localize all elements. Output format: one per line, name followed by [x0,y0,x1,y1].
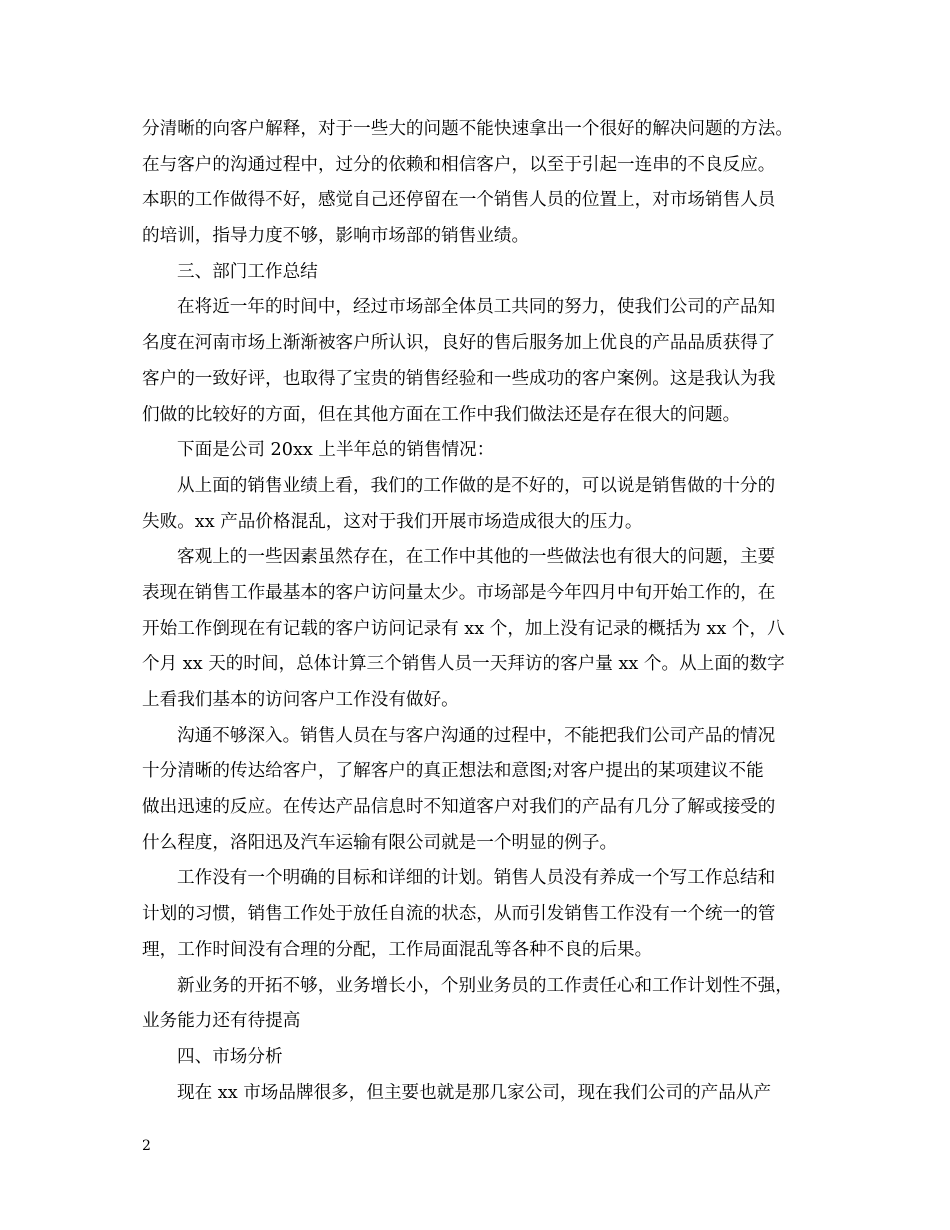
text-line: 十分清晰的传达给客户，了解客户的真正想法和意图;对客户提出的某项建议不能 [142,761,764,782]
text-line: 业务能力还有待提高 [142,1011,301,1032]
text-line: 上看我们基本的访问客户工作没有做好。 [142,690,459,710]
text-line: 名度在河南市场上渐渐被客户所认识，良好的售后服务加上优良的产品品质获得了 [142,333,776,354]
section-heading: 四、市场分析 [177,1046,283,1067]
text-line: 在与客户的沟通过程中，过分的依赖和相信客户，以至于引起一连串的不良反应。 [142,154,776,175]
text-line: 现在 xx 市场品牌很多，但主要也就是那几家公司，现在我们公司的产品从产 [177,1082,772,1103]
text-line: 什么程度，洛阳迅及汽车运输有限公司就是一个明显的例子。 [142,832,618,853]
text-line: 新业务的开拓不够，业务增长小，个别业务员的工作责任心和工作计划性不强， [177,975,793,996]
text-line: 做出迅速的反应。在传达产品信息时不知道客户对我们的产品有几分了解或接受的 [142,797,776,818]
text-line: 表现在销售工作最基本的客户访问量太少。市场部是今年四月中旬开始工作的，在 [142,582,776,603]
text-line: 理，工作时间没有合理的分配，工作局面混乱等各种不良的后果。 [142,939,653,960]
text-line: 个月 xx 天的时间，总体计算三个销售人员一天拜访的客户量 xx 个。从上面的数字 [142,654,785,675]
text-line: 下面是公司 20xx 上半年总的销售情况： [177,440,495,461]
text-line: 计划的习惯，销售工作处于放任自流的状态，从而引发销售工作没有一个统一的管 [142,904,776,925]
text-line: 沟通不够深入。销售人员在与客户沟通的过程中，不能把我们公司产品的情况 [177,725,776,746]
text-line: 分清晰的向客户解释，对于一些大的问题不能快速拿出一个很好的解决问题的方法。 [142,119,793,139]
text-line: 从上面的销售业绩上看，我们的工作做的是不好的，可以说是销售做的十分的 [177,475,776,496]
text-line: 客观上的一些因素虽然存在，在工作中其他的一些做法也有很大的问题，主要 [177,547,776,568]
page-number: 2 [142,1138,151,1154]
body-text [142,112,842,1111]
text-line: 失败。xx 产品价格混乱，这对于我们开展市场造成很大的压力。 [142,511,643,532]
text-line: 的培训，指导力度不够，影响市场部的销售业绩。 [142,226,530,247]
section-heading: 三、部门工作总结 [177,261,318,282]
text-line: 工作没有一个明确的目标和详细的计划。销售人员没有养成一个写工作总结和 [177,868,776,889]
text-line: 在将近一年的时间中，经过市场部全体员工共同的努力，使我们公司的产品知 [177,297,776,318]
text-line: 客户的一致好评，也取得了宝贵的销售经验和一些成功的客户案例。这是我认为我 [142,368,776,389]
text-line: 本职的工作做得不好，感觉自己还停留在一个销售人员的位置上，对市场销售人员 [142,190,776,211]
text-line: 们做的比较好的方面，但在其他方面在工作中我们做法还是存在很大的问题。 [142,404,741,425]
text-line: 开始工作倒现在有记载的客户访问记录有 xx 个，加上没有记录的概括为 xx 个，八 [142,618,785,639]
